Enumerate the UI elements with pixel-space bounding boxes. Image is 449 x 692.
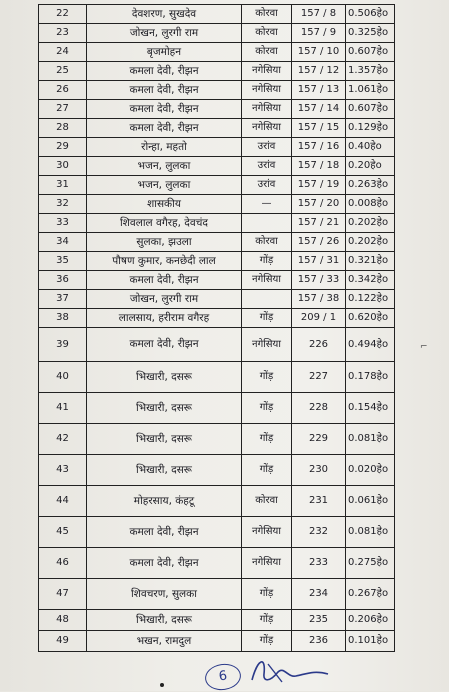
row-number-cell: 41 [39,393,87,424]
table-row [39,393,395,424]
row-number-cell: 46 [39,548,87,579]
caste-cell: गोंड़ [242,393,292,424]
owner-name-cell: सुलका, झउला [87,233,242,252]
signature-icon [248,652,338,688]
khasra-number-cell: 229 [292,424,346,455]
land-record-table-wrap [38,4,394,652]
khasra-number-cell: 157 / 33 [292,271,346,290]
owner-name-cell: लालसाय, हरीराम वगैरह [87,309,242,328]
area-cell: 0.494हेo [346,328,395,362]
row-number-cell: 47 [39,579,87,610]
owner-name-cell: कमला देवी, रीझन [87,548,242,579]
area-cell: 0.129हेo [346,119,395,138]
caste-cell: नगेसिया [242,328,292,362]
table-row [39,62,395,81]
khasra-number-cell: 236 [292,631,346,652]
khasra-number-cell: 226 [292,328,346,362]
owner-name-cell: कमला देवी, रीझन [87,517,242,548]
row-number-cell: 42 [39,424,87,455]
row-number-cell: 35 [39,252,87,271]
owner-name-cell: जोखन, लुरगी राम [87,24,242,43]
area-cell: 0.154हेo [346,393,395,424]
area-cell: 0.325हेo [346,24,395,43]
khasra-number-cell: 157 / 21 [292,214,346,233]
row-number-cell: 24 [39,43,87,62]
caste-cell: गोंड़ [242,424,292,455]
table-body [39,5,395,652]
owner-name-cell: शिवचरण, सुलका [87,579,242,610]
table-row [39,290,395,309]
row-number-cell: 40 [39,362,87,393]
area-cell: 0.620हेo [346,309,395,328]
table-row [39,424,395,455]
khasra-number-cell: 157 / 9 [292,24,346,43]
ink-dot [160,683,164,687]
owner-name-cell: भिखारी, दसरू [87,424,242,455]
caste-cell: नगेसिया [242,517,292,548]
row-number-cell: 38 [39,309,87,328]
table-row [39,43,395,62]
table-row [39,100,395,119]
khasra-number-cell: 235 [292,610,346,631]
khasra-number-cell: 227 [292,362,346,393]
row-number-cell: 26 [39,81,87,100]
owner-name-cell: कमला देवी, रीझन [87,62,242,81]
caste-cell: गोंड़ [242,362,292,393]
owner-name-cell: भखन, रामदुल [87,631,242,652]
area-cell: 0.202हेo [346,233,395,252]
row-number-cell: 34 [39,233,87,252]
area-cell: 1.357हेo [346,62,395,81]
owner-name-cell: रोन्हा, महतो [87,138,242,157]
area-cell: 0.202हेo [346,214,395,233]
row-number-cell: 23 [39,24,87,43]
row-number-cell: 39 [39,328,87,362]
khasra-number-cell: 234 [292,579,346,610]
table-row [39,579,395,610]
khasra-number-cell: 157 / 10 [292,43,346,62]
table-row [39,517,395,548]
khasra-number-cell: 233 [292,548,346,579]
row-number-cell: 28 [39,119,87,138]
table-row [39,455,395,486]
row-number-cell: 27 [39,100,87,119]
owner-name-cell: शासकीय [87,195,242,214]
row-number-cell: 44 [39,486,87,517]
area-cell: 1.061हेo [346,81,395,100]
khasra-number-cell: 157 / 20 [292,195,346,214]
area-cell: 0.008हेo [346,195,395,214]
khasra-number-cell: 157 / 15 [292,119,346,138]
owner-name-cell: पौषण कुमार, कनछेदी लाल [87,252,242,271]
caste-cell: नगेसिया [242,548,292,579]
caste-cell: गोंड़ [242,610,292,631]
table-row [39,362,395,393]
caste-cell: कोरवा [242,24,292,43]
row-number-cell: 33 [39,214,87,233]
area-cell: 0.178हेo [346,362,395,393]
area-cell: 0.101हेo [346,631,395,652]
owner-name-cell: मोहरसाय, कंहटू [87,486,242,517]
khasra-number-cell: 209 / 1 [292,309,346,328]
khasra-number-cell: 157 / 12 [292,62,346,81]
owner-name-cell: शिवलाल वगैरह, देवचंद [87,214,242,233]
owner-name-cell: बृजमोहन [87,43,242,62]
caste-cell: नगेसिया [242,100,292,119]
row-number-cell: 43 [39,455,87,486]
khasra-number-cell: 157 / 14 [292,100,346,119]
table-row [39,138,395,157]
caste-cell: उरांव [242,157,292,176]
owner-name-cell: देवशरण, सुखदेव [87,5,242,24]
khasra-number-cell: 157 / 18 [292,157,346,176]
row-number-cell: 49 [39,631,87,652]
area-cell: 0.122हेo [346,290,395,309]
khasra-number-cell: 232 [292,517,346,548]
row-number-cell: 48 [39,610,87,631]
caste-cell: नगेसिया [242,271,292,290]
caste-cell: कोरवा [242,233,292,252]
owner-name-cell: कमला देवी, रीझन [87,119,242,138]
owner-name-cell: कमला देवी, रीझन [87,81,242,100]
table-row [39,119,395,138]
khasra-number-cell: 157 / 19 [292,176,346,195]
caste-cell: गोंड़ [242,579,292,610]
khasra-number-cell: 230 [292,455,346,486]
khasra-number-cell: 231 [292,486,346,517]
owner-name-cell: कमला देवी, रीझन [87,100,242,119]
page-number: 6 [217,668,229,685]
caste-cell: गोंड़ [242,252,292,271]
row-number-cell: 31 [39,176,87,195]
table-row [39,548,395,579]
owner-name-cell: भजन, लुलका [87,176,242,195]
table-row [39,233,395,252]
area-cell: 0.506हेo [346,5,395,24]
owner-name-cell: भिखारी, दसरू [87,610,242,631]
area-cell: 0.061हेo [346,486,395,517]
table-row [39,81,395,100]
area-cell: 0.206हेo [346,610,395,631]
area-cell: 0.263हेo [346,176,395,195]
caste-cell [242,214,292,233]
area-cell: 0.081हेo [346,424,395,455]
khasra-number-cell: 157 / 38 [292,290,346,309]
table-row [39,271,395,290]
table-row [39,214,395,233]
area-cell: 0.321हेo [346,252,395,271]
caste-cell: गोंड़ [242,631,292,652]
caste-cell: नगेसिया [242,119,292,138]
row-number-cell: 25 [39,62,87,81]
khasra-number-cell: 157 / 8 [292,5,346,24]
row-number-cell: 36 [39,271,87,290]
row-number-cell: 22 [39,5,87,24]
caste-cell: गोंड़ [242,455,292,486]
caste-cell: — [242,195,292,214]
area-cell: 0.40हेo [346,138,395,157]
caste-cell: उरांव [242,176,292,195]
area-cell: 0.020हेo [346,455,395,486]
khasra-number-cell: 157 / 31 [292,252,346,271]
caste-cell: उरांव [242,138,292,157]
caste-cell [242,290,292,309]
owner-name-cell: कमला देवी, रीझन [87,328,242,362]
area-cell: 0.267हेo [346,579,395,610]
table-row [39,631,395,652]
table-row [39,5,395,24]
row-number-cell: 30 [39,157,87,176]
khasra-number-cell: 157 / 26 [292,233,346,252]
row-number-cell: 45 [39,517,87,548]
table-row [39,252,395,271]
table-row [39,24,395,43]
row-number-cell: 29 [39,138,87,157]
area-cell: 0.342हेo [346,271,395,290]
khasra-number-cell: 228 [292,393,346,424]
table-row [39,309,395,328]
table-row [39,176,395,195]
table-row [39,610,395,631]
table-row [39,195,395,214]
table-row [39,486,395,517]
row-number-cell: 32 [39,195,87,214]
area-cell: 0.607हेo [346,100,395,119]
table-row [39,157,395,176]
khasra-number-cell: 157 / 16 [292,138,346,157]
owner-name-cell: कमला देवी, रीझन [87,271,242,290]
row-number-cell: 37 [39,290,87,309]
area-cell: 0.275हेo [346,548,395,579]
caste-cell: कोरवा [242,43,292,62]
caste-cell: नगेसिया [242,62,292,81]
margin-mark: ⌐ [420,342,428,352]
owner-name-cell: भिखारी, दसरू [87,455,242,486]
land-record-table [38,4,395,652]
area-cell: 0.20हेo [346,157,395,176]
owner-name-cell: जोखन, लुरगी राम [87,290,242,309]
caste-cell: नगेसिया [242,81,292,100]
caste-cell: कोरवा [242,5,292,24]
area-cell: 0.081हेo [346,517,395,548]
caste-cell: कोरवा [242,486,292,517]
table-row [39,328,395,362]
khasra-number-cell: 157 / 13 [292,81,346,100]
owner-name-cell: भजन, लुलका [87,157,242,176]
owner-name-cell: भिखारी, दसरू [87,393,242,424]
owner-name-cell: भिखारी, दसरू [87,362,242,393]
caste-cell: गोंड़ [242,309,292,328]
area-cell: 0.607हेo [346,43,395,62]
